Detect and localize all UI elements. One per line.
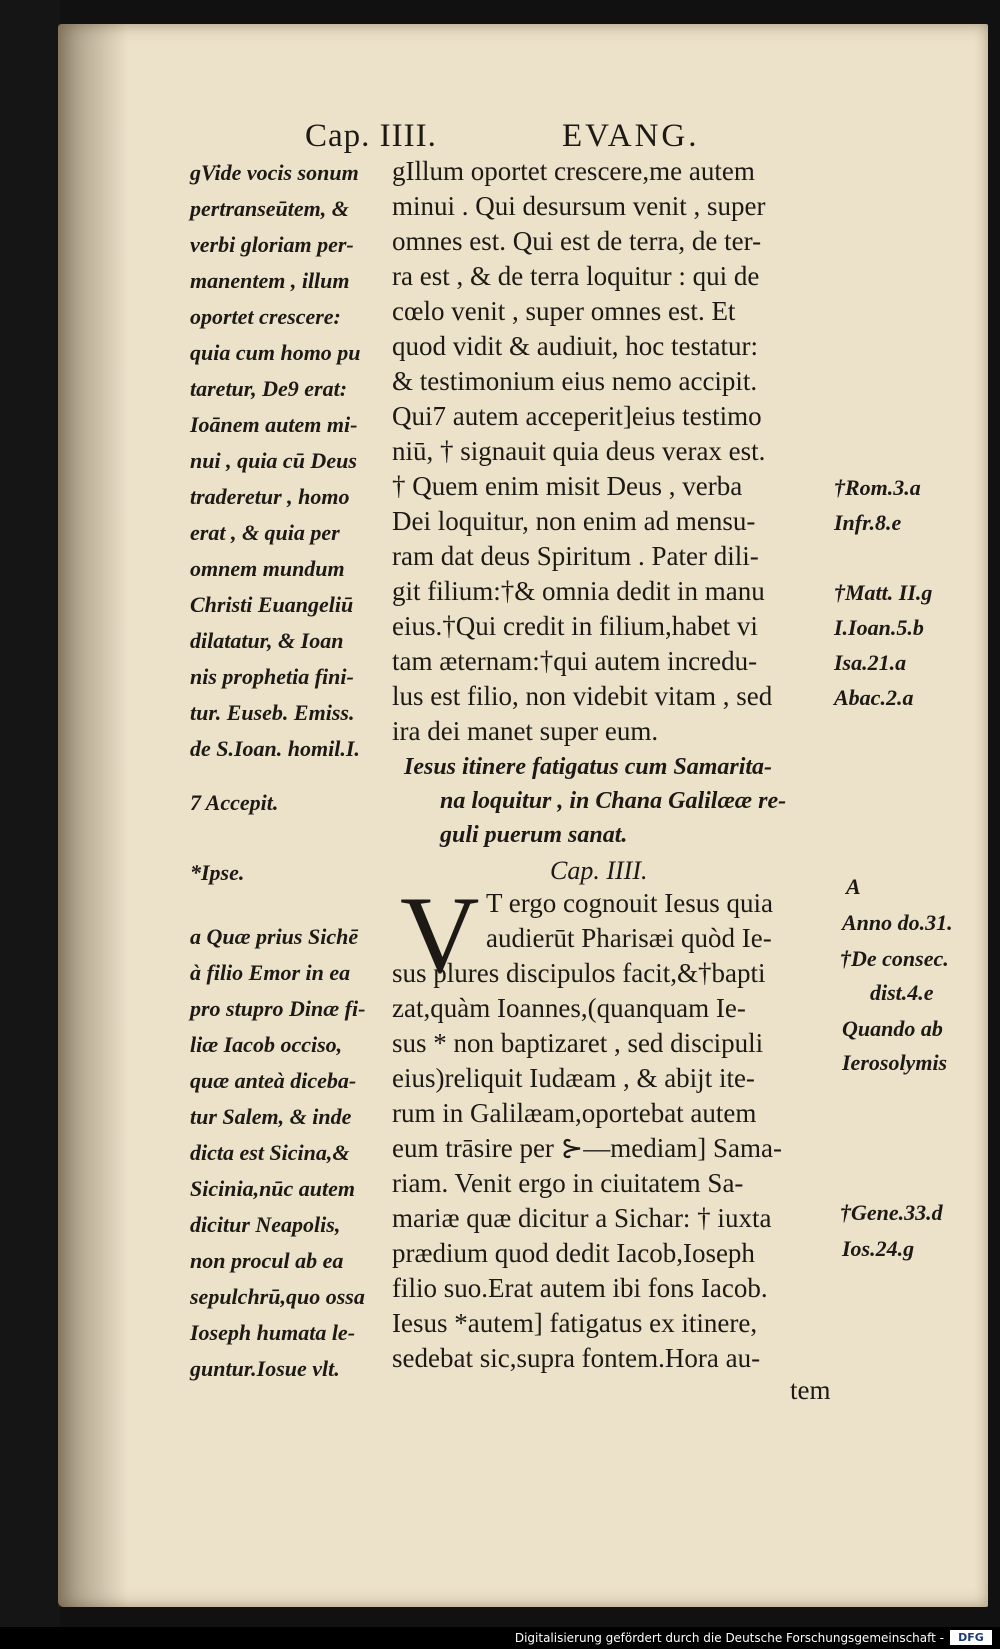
margin-ref: Infr.8.e (834, 510, 902, 535)
margin-ref: †Matt. II.g (834, 580, 933, 605)
gloss-line: quæ anteà diceba- (190, 1068, 357, 1093)
gloss-line: pertranseūtem, & (190, 196, 349, 221)
text-line: zat,quàm Ioannes,(quanquam Ie- (392, 993, 746, 1023)
gloss-line: sepulchrū,quo ossa (190, 1284, 365, 1309)
gloss-note: 7 Accepit. (190, 790, 279, 815)
gloss-line: tur. Euseb. Emiss. (190, 700, 355, 725)
gloss-line: nis prophetia fini- (190, 664, 354, 689)
summary-line: guli puerum sanat. (440, 822, 628, 848)
gloss-line: a Quæ prius Sichē (190, 924, 359, 949)
text-line: sus plures discipulos facit,&†bapti (392, 958, 766, 988)
gloss-line: pro stupro Dinæ fi- (190, 996, 366, 1021)
gloss-line: tur Salem, & inde (190, 1104, 352, 1129)
gloss-line: erat , & quia per (190, 520, 340, 545)
gloss-line: non procul ab ea (190, 1248, 344, 1273)
text-line: & testimonium eius nemo accipit. (392, 366, 758, 396)
gloss-line: omnem mundum (190, 556, 345, 581)
text-line: tam æternam:†qui autem incredu- (392, 646, 758, 676)
gloss-note: *Ipse. (190, 860, 245, 885)
text-line: gIllum oportet crescere,me autem (392, 156, 755, 186)
text-line: mariæ quæ dicitur a Sichar: † iuxta (392, 1203, 772, 1233)
drop-cap: V (400, 874, 480, 996)
gloss-line: Christi Euangeliū (190, 592, 354, 617)
gloss-line: oportet crescere: (190, 304, 341, 329)
gloss-line: à filio Emor in ea (190, 960, 351, 985)
gloss-line: liæ Iacob occiso, (190, 1032, 343, 1057)
text-line: ram dat deus Spiritum . Pater dili- (392, 541, 759, 571)
text-line: sedebat sic,supra fontem.Hora au- (392, 1343, 761, 1373)
footer-credit: Digitalisierung gefördert durch die Deutsche Forschungsgemeinschaft - (514, 1631, 944, 1645)
text-line: prædium quod dedit Iacob,Ioseph (392, 1238, 755, 1268)
margin-ref: †Gene.33.d (840, 1200, 943, 1225)
spine-shadow (58, 24, 128, 1607)
gloss-line: dicitur Neapolis, (190, 1212, 341, 1237)
gloss-line: verbi gloriam per- (190, 232, 354, 257)
summary-line: Iesus itinere fatigatus cum Samarita- (404, 754, 773, 780)
text-line: omnes est. Qui est de terra, de ter- (392, 226, 762, 256)
text-line: † Quem enim misit Deus , verba (392, 471, 743, 501)
gloss-line: quia cum homo pu (190, 340, 361, 365)
text-line: rum in Galilæam,oportebat autem (392, 1098, 757, 1128)
text-line: ra est , & de terra loquitur : qui de (392, 261, 760, 291)
text-line: lus est filio, non videbit vitam , sed (392, 681, 773, 711)
chapter-title: Cap. IIII. (550, 856, 648, 885)
margin-ref: dist.4.e (870, 980, 934, 1005)
gloss-line: taretur, De9 erat: (190, 376, 348, 401)
text-line: riam. Venit ergo in ciuitatem Sa- (392, 1168, 744, 1198)
text-line: Qui7 autem acceperit]eius testimo (392, 401, 762, 431)
text-line: T ergo cognouit Iesus quia (486, 888, 773, 918)
text-line: git filium:†& omnia dedit in manu (392, 576, 765, 606)
text-line: audierūt Pharisæi quòd Ie- (486, 923, 772, 953)
gloss-line: gVide vocis sonum (190, 160, 359, 185)
gloss-line: de S.Ioan. homil.I. (190, 736, 360, 761)
margin-ref: Ierosolymis (842, 1050, 948, 1075)
running-head-chapter: Cap. IIII. (305, 118, 437, 154)
text-line: niū, † signauit quia deus verax est. (392, 436, 766, 466)
text-line: eius)reliquit Iudæam , & abijt ite- (392, 1063, 755, 1093)
gloss-line: dicta est Sicina,& (190, 1140, 350, 1165)
margin-ref: A (846, 874, 861, 899)
gloss-line: Ioseph humata le- (190, 1320, 356, 1345)
catchword: tem (790, 1375, 831, 1405)
gloss-line: Sicinia,nūc autem (190, 1176, 356, 1201)
margin-ref: I.Ioan.5.b (834, 615, 924, 640)
gloss-line: manentem , illum (190, 268, 350, 293)
text-line: filio suo.Erat autem ibi fons Iacob. (392, 1273, 768, 1303)
gloss-line: dilatatur, & Ioan (190, 628, 344, 653)
text-line: eum trāsire per ⊱—mediam] Sama- (392, 1133, 782, 1163)
text-line: Iesus *autem] fatigatus ex itinere, (392, 1308, 758, 1338)
background-edge (0, 0, 60, 1649)
margin-ref: †Rom.3.a (834, 475, 921, 500)
gloss-line: Ioānem autem mi- (190, 412, 358, 437)
text-line: ira dei manet super eum. (392, 716, 659, 746)
summary-line: na loquitur , in Chana Galilææ re- (440, 788, 787, 814)
text-line: Dei loquitur, non enim ad mensu- (392, 506, 756, 536)
gloss-line: traderetur , homo (190, 484, 350, 509)
running-head-book: EVANG. (562, 118, 700, 154)
margin-ref: Quando ab (842, 1016, 943, 1041)
margin-ref: Abac.2.a (834, 685, 914, 710)
text-line: quod vidit & audiuit, hoc testatur: (392, 331, 758, 361)
text-line: eius.†Qui credit in filium,habet vi (392, 611, 758, 641)
gloss-line: guntur.Iosue vlt. (190, 1356, 340, 1381)
margin-ref: Ios.24.g (842, 1236, 915, 1261)
margin-ref: †De consec. (840, 946, 949, 971)
margin-ref: Anno do.31. (842, 910, 953, 935)
gloss-line: nui , quia cū Deus (190, 448, 357, 473)
dfg-logo: DFG (950, 1630, 992, 1645)
margin-ref: Isa.21.a (834, 650, 907, 675)
text-line: cœlo venit , super omnes est. Et (392, 296, 736, 326)
text-line: sus * non baptizaret , sed discipuli (392, 1028, 764, 1058)
text-line: minui . Qui desursum venit , super (392, 191, 766, 221)
